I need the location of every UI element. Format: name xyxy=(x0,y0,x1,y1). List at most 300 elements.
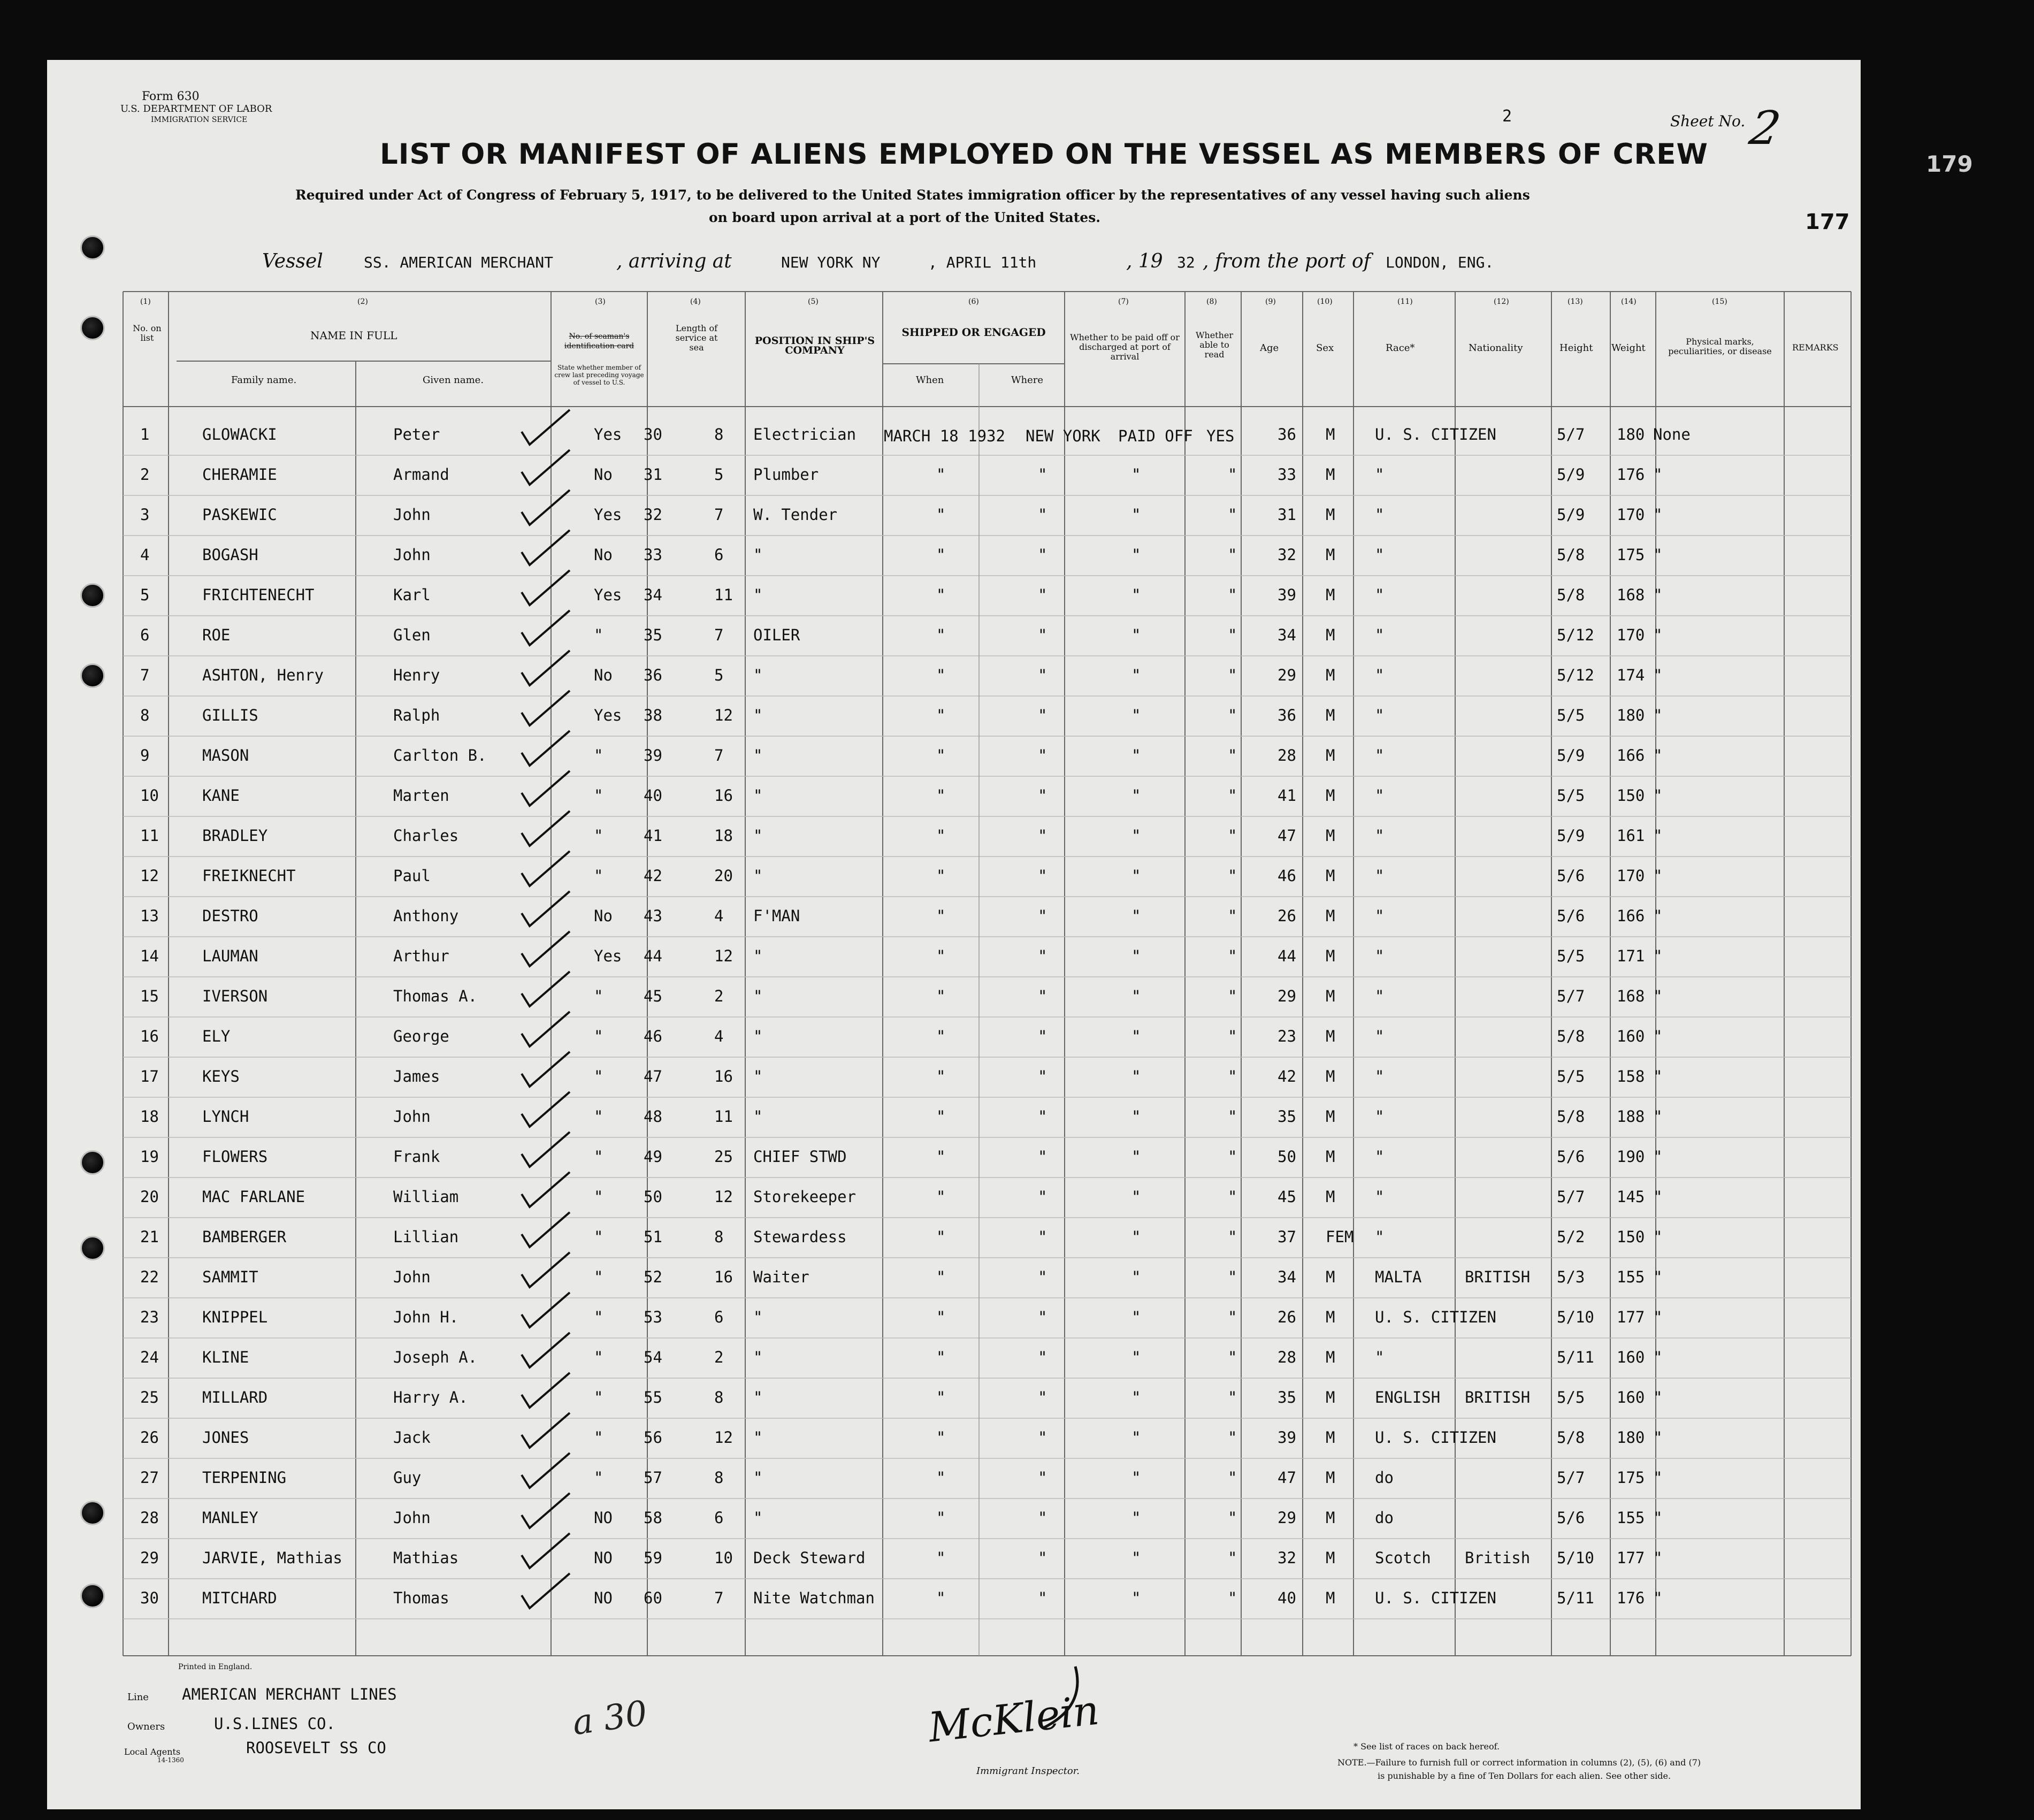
position: Storekeeper xyxy=(753,1188,857,1206)
family-name: GLOWACKI xyxy=(202,425,277,443)
ditto-mark: " xyxy=(1131,746,1141,764)
ditto-mark: " xyxy=(1038,1228,1047,1246)
family-name: KNIPPEL xyxy=(202,1308,268,1326)
ditto-mark: " xyxy=(1131,1469,1141,1487)
position: " xyxy=(753,1388,763,1406)
age: 31 xyxy=(1278,506,1296,524)
owners-value: U.S.LINES CO. xyxy=(214,1715,335,1733)
row-number: 30 xyxy=(140,1589,159,1607)
service-years: 2 xyxy=(714,987,724,1005)
sex: M xyxy=(1326,1388,1335,1406)
family-name: MAC FARLANE xyxy=(202,1188,305,1206)
physical-marks: " xyxy=(1653,987,1663,1005)
card-number: 49 xyxy=(644,1148,662,1166)
col-5-number: (5) xyxy=(808,297,819,306)
agents-value: ROOSEVELT SS CO xyxy=(246,1739,386,1757)
previous-voyage: Yes xyxy=(594,586,622,604)
sex: M xyxy=(1326,546,1335,564)
age: 28 xyxy=(1278,746,1296,764)
row-number: 8 xyxy=(140,706,150,724)
service-years: 8 xyxy=(714,1469,724,1487)
physical-marks: " xyxy=(1653,1308,1663,1326)
ditto-mark: " xyxy=(1228,1027,1237,1045)
family-name: ASHTON, Henry xyxy=(202,666,324,684)
card-number: 33 xyxy=(644,546,662,564)
ditto-mark: " xyxy=(1228,1348,1237,1366)
ditto-mark: " xyxy=(1228,586,1237,604)
ditto-mark: " xyxy=(1038,987,1047,1005)
previous-voyage: Yes xyxy=(594,947,622,965)
weight: 166 xyxy=(1617,907,1645,925)
stamp-page-number: 177 xyxy=(1805,210,1850,234)
given-name: Glen xyxy=(393,626,431,644)
race: " xyxy=(1375,626,1385,644)
sheet-number-top: 2 xyxy=(1502,107,1512,126)
physical-marks: " xyxy=(1653,1107,1663,1126)
card-number: 57 xyxy=(644,1469,662,1487)
weight: 175 xyxy=(1617,546,1645,564)
ditto-mark: " xyxy=(1228,947,1237,965)
previous-voyage: " xyxy=(594,827,603,845)
weight: 168 xyxy=(1617,987,1645,1005)
service-years: 2 xyxy=(714,1348,724,1366)
family-name: IVERSON xyxy=(202,987,268,1005)
age: 35 xyxy=(1278,1107,1296,1126)
ditto-mark: " xyxy=(1228,827,1237,845)
card-number: 56 xyxy=(644,1428,662,1447)
ditto-mark: " xyxy=(1228,1589,1237,1607)
age: 26 xyxy=(1278,907,1296,925)
ditto-mark: " xyxy=(1131,786,1141,805)
service-years: 16 xyxy=(714,786,733,805)
ditto-mark: " xyxy=(1228,465,1237,484)
ditto-mark: " xyxy=(1131,1589,1141,1607)
sex: M xyxy=(1326,947,1335,965)
ditto-mark: " xyxy=(1131,586,1141,604)
inspector-signature: McKlein xyxy=(926,1686,1102,1752)
given-name: Anthony xyxy=(393,907,459,925)
ditto-mark: " xyxy=(1038,947,1047,965)
race: " xyxy=(1375,1067,1385,1085)
age: 47 xyxy=(1278,1469,1296,1487)
col-6-header: SHIPPED OR ENGAGED xyxy=(901,326,1046,339)
physical-marks: " xyxy=(1653,626,1663,644)
col-6-number: (6) xyxy=(968,297,979,306)
service-years: 6 xyxy=(714,1509,724,1527)
position: " xyxy=(753,987,763,1005)
agents-label: Local Agents xyxy=(124,1747,181,1757)
sex: M xyxy=(1326,867,1335,885)
year-prefix: , 19 xyxy=(1126,250,1163,272)
service-years: 7 xyxy=(714,1589,724,1607)
height: 5/2 xyxy=(1557,1228,1585,1246)
age: 32 xyxy=(1278,546,1296,564)
vessel-name: SS. AMERICAN MERCHANT xyxy=(364,254,554,271)
height: 5/11 xyxy=(1557,1589,1594,1607)
height: 5/8 xyxy=(1557,1027,1585,1045)
card-number: 51 xyxy=(644,1228,662,1246)
row-number: 20 xyxy=(140,1188,159,1206)
height: 5/7 xyxy=(1557,1469,1585,1487)
ditto-mark: " xyxy=(936,546,946,564)
row-number: 25 xyxy=(140,1388,159,1406)
height: 5/7 xyxy=(1557,1188,1585,1206)
sex: M xyxy=(1326,1469,1335,1487)
age: 29 xyxy=(1278,987,1296,1005)
position: " xyxy=(753,666,763,684)
physical-marks: " xyxy=(1653,546,1663,564)
weight: 160 xyxy=(1617,1027,1645,1045)
height: 5/5 xyxy=(1557,786,1585,805)
previous-voyage: " xyxy=(594,1268,603,1286)
given-name: John xyxy=(393,546,431,564)
position: " xyxy=(753,867,763,885)
weight: 150 xyxy=(1617,1228,1645,1246)
ditto-mark: " xyxy=(936,907,946,925)
given-name: Marten xyxy=(393,786,449,805)
given-name: Lillian xyxy=(393,1228,459,1246)
height: 5/9 xyxy=(1557,465,1585,484)
age: 42 xyxy=(1278,1067,1296,1085)
previous-voyage: " xyxy=(594,987,603,1005)
service-years: 5 xyxy=(714,465,724,484)
ditto-mark: " xyxy=(936,947,946,965)
arrival-year: 32 xyxy=(1177,254,1195,271)
row-number: 18 xyxy=(140,1107,159,1126)
ditto-mark: " xyxy=(1038,867,1047,885)
ditto-mark: " xyxy=(1131,546,1141,564)
card-number: 38 xyxy=(644,706,662,724)
sex: M xyxy=(1326,506,1335,524)
weight: 155 xyxy=(1617,1509,1645,1527)
height: 5/8 xyxy=(1557,586,1585,604)
age: 50 xyxy=(1278,1148,1296,1166)
weight: 171 xyxy=(1617,947,1645,965)
age: 23 xyxy=(1278,1027,1296,1045)
row-number: 5 xyxy=(140,586,150,604)
weight: 188 xyxy=(1617,1107,1645,1126)
given-name: John H. xyxy=(393,1308,459,1326)
family-name: PASKEWIC xyxy=(202,506,277,524)
line-value: AMERICAN MERCHANT LINES xyxy=(182,1685,397,1703)
race: " xyxy=(1375,1107,1385,1126)
card-number: 47 xyxy=(644,1067,662,1085)
position: F'MAN xyxy=(753,907,800,925)
col-4-number: (4) xyxy=(690,297,701,306)
col-14-number: (14) xyxy=(1621,297,1637,306)
ditto-mark: " xyxy=(936,1308,946,1326)
given-name: John xyxy=(393,506,431,524)
sex: M xyxy=(1326,586,1335,604)
col-3-header: State whether member of crew last preceding voyage of vessel to U.S. xyxy=(554,364,644,386)
family-name: LAUMAN xyxy=(202,947,258,965)
height: 5/5 xyxy=(1557,1388,1585,1406)
sex: M xyxy=(1326,1107,1335,1126)
service-years: 25 xyxy=(714,1148,733,1166)
position: Nite Watchman xyxy=(753,1589,875,1607)
col-3-number: (3) xyxy=(595,297,606,306)
height: 5/3 xyxy=(1557,1268,1585,1286)
weight: 180 xyxy=(1617,1428,1645,1447)
ditto-mark: " xyxy=(936,827,946,845)
card-number: 34 xyxy=(644,586,662,604)
previous-voyage: " xyxy=(594,786,603,805)
physical-marks: " xyxy=(1653,786,1663,805)
ditto-mark: " xyxy=(1038,1388,1047,1406)
card-number: 43 xyxy=(644,907,662,925)
given-name: Frank xyxy=(393,1148,440,1166)
ditto-mark: " xyxy=(1131,947,1141,965)
previous-voyage: " xyxy=(594,1027,603,1045)
sex: M xyxy=(1326,827,1335,845)
col-6-when: When xyxy=(916,374,944,386)
ditto-mark: " xyxy=(1131,1388,1141,1406)
service-years: 16 xyxy=(714,1268,733,1286)
col-2-number: (2) xyxy=(357,297,368,306)
age: 33 xyxy=(1278,465,1296,484)
col-12-header: Nationality xyxy=(1469,342,1523,354)
age: 34 xyxy=(1278,626,1296,644)
ditto-mark: " xyxy=(1038,1428,1047,1447)
ditto-mark: " xyxy=(936,1348,946,1366)
position: Waiter xyxy=(753,1268,809,1286)
ditto-mark: " xyxy=(1038,746,1047,764)
ditto-mark: " xyxy=(1228,786,1237,805)
sex: M xyxy=(1326,1268,1335,1286)
ditto-mark: " xyxy=(1228,1469,1237,1487)
card-number: 46 xyxy=(644,1027,662,1045)
department: U.S. DEPARTMENT OF LABOR xyxy=(120,103,272,114)
ditto-mark: " xyxy=(936,746,946,764)
family-name: MANLEY xyxy=(202,1509,258,1527)
height: 5/7 xyxy=(1557,987,1585,1005)
ditto-mark: " xyxy=(1228,1549,1237,1567)
row-number: 17 xyxy=(140,1067,159,1085)
col-8-header: Whether able to read xyxy=(1195,330,1234,360)
row-number: 12 xyxy=(140,867,159,885)
previous-voyage: No xyxy=(594,907,613,925)
previous-voyage: NO xyxy=(594,1509,613,1527)
weight: 161 xyxy=(1617,827,1645,845)
col-13-number: (13) xyxy=(1567,297,1583,306)
height: 5/11 xyxy=(1557,1348,1594,1366)
race: " xyxy=(1375,907,1385,925)
ditto-mark: " xyxy=(936,626,946,644)
row-number: 14 xyxy=(140,947,159,965)
previous-voyage: " xyxy=(594,626,603,644)
ditto-mark: " xyxy=(1131,1308,1141,1326)
family-name: KEYS xyxy=(202,1067,240,1085)
card-number: 44 xyxy=(644,947,662,965)
row-number: 19 xyxy=(140,1148,159,1166)
family-name: TERPENING xyxy=(202,1469,287,1487)
given-name: George xyxy=(393,1027,449,1045)
weight: 190 xyxy=(1617,1148,1645,1166)
service-years: 12 xyxy=(714,1428,733,1447)
physical-marks: " xyxy=(1653,1228,1663,1246)
previous-voyage: No xyxy=(594,666,613,684)
ditto-mark: " xyxy=(1038,1067,1047,1085)
weight: 160 xyxy=(1617,1348,1645,1366)
vessel-label: Vessel xyxy=(262,250,323,272)
subtitle-line1: Required under Act of Congress of February 5, 1917, to be delivered to the United States immigration officer by the representatives of any vessel having such aliens xyxy=(295,187,1530,203)
ditto-mark: " xyxy=(1038,1549,1047,1567)
physical-marks: " xyxy=(1653,1027,1663,1045)
previous-voyage: " xyxy=(594,1308,603,1326)
height: 5/5 xyxy=(1557,706,1585,724)
ditto-mark: " xyxy=(1228,746,1237,764)
position: " xyxy=(753,586,763,604)
card-number: 52 xyxy=(644,1268,662,1286)
position: W. Tender xyxy=(753,506,838,524)
ditto-mark: " xyxy=(1131,1509,1141,1527)
race: " xyxy=(1375,465,1385,484)
ditto-mark: " xyxy=(1038,1148,1047,1166)
ditto-mark: " xyxy=(1228,1148,1237,1166)
position: " xyxy=(753,1469,763,1487)
ditto-mark: " xyxy=(1131,506,1141,524)
age: 29 xyxy=(1278,1509,1296,1527)
sex: M xyxy=(1326,666,1335,684)
nationality: British xyxy=(1465,1549,1531,1567)
race: " xyxy=(1375,706,1385,724)
ditto-mark: " xyxy=(1038,1107,1047,1126)
race: " xyxy=(1375,827,1385,845)
sex: M xyxy=(1326,1188,1335,1206)
ditto-mark: " xyxy=(1228,1067,1237,1085)
position: " xyxy=(753,786,763,805)
given-name: William xyxy=(393,1188,459,1206)
race: MALTA xyxy=(1375,1268,1422,1286)
race: " xyxy=(1375,506,1385,524)
card-number: 36 xyxy=(644,666,662,684)
weight: 176 xyxy=(1617,465,1645,484)
col-11-number: (11) xyxy=(1397,297,1413,306)
service: IMMIGRATION SERVICE xyxy=(151,116,248,124)
ditto-mark: " xyxy=(1131,907,1141,925)
sex: M xyxy=(1326,987,1335,1005)
weight: 180 xyxy=(1617,425,1645,443)
ditto-mark: " xyxy=(936,1228,946,1246)
ditto-mark: " xyxy=(936,1428,946,1447)
row-number: 2 xyxy=(140,465,150,484)
given-name: Joseph A. xyxy=(393,1348,478,1366)
col-2-header: NAME IN FULL xyxy=(310,329,397,342)
weight: 155 xyxy=(1617,1268,1645,1286)
race: Scotch xyxy=(1375,1549,1431,1567)
family-name: ROE xyxy=(202,626,231,644)
previous-voyage: NO xyxy=(594,1549,613,1567)
col-9-number: (9) xyxy=(1265,297,1276,306)
ditto-mark: " xyxy=(936,1067,946,1085)
age: 40 xyxy=(1278,1589,1296,1607)
printed-note: Printed in England. xyxy=(178,1663,253,1671)
age: 35 xyxy=(1278,1388,1296,1406)
ditto-mark: " xyxy=(936,706,946,724)
family-name: KLINE xyxy=(202,1348,249,1366)
position: " xyxy=(753,706,763,724)
race: " xyxy=(1375,1348,1385,1366)
service-years: 12 xyxy=(714,947,733,965)
ditto-mark: " xyxy=(1131,1148,1141,1166)
penalty-note-2: is punishable by a fine of Ten Dollars for each alien. See other side. xyxy=(1378,1771,1671,1781)
physical-marks: " xyxy=(1653,867,1663,885)
ditto-mark: " xyxy=(1131,1067,1141,1085)
service-years: 20 xyxy=(714,867,733,885)
physical-marks: " xyxy=(1653,1148,1663,1166)
family-name: MILLARD xyxy=(202,1388,268,1406)
row-number: 9 xyxy=(140,746,150,764)
sex: M xyxy=(1326,626,1335,644)
race: " xyxy=(1375,1027,1385,1045)
row-number: 26 xyxy=(140,1428,159,1447)
weight: 166 xyxy=(1617,746,1645,764)
previous-voyage: " xyxy=(594,1188,603,1206)
previous-voyage: " xyxy=(594,1348,603,1366)
position: OILER xyxy=(753,626,800,644)
ditto-mark: " xyxy=(1228,706,1237,724)
ditto-mark: " xyxy=(1131,666,1141,684)
stamp-number: 179 xyxy=(1926,151,1973,177)
ditto-mark: " xyxy=(1228,1107,1237,1126)
age: 47 xyxy=(1278,827,1296,845)
arrival-date: , APRIL 11th xyxy=(928,254,1037,271)
ditto-mark: " xyxy=(1131,1188,1141,1206)
physical-marks: " xyxy=(1653,746,1663,764)
given-name: Armand xyxy=(393,465,449,484)
previous-voyage: " xyxy=(594,1067,603,1085)
given-name: Charles xyxy=(393,827,459,845)
sex: FEM xyxy=(1326,1228,1354,1246)
row-number: 10 xyxy=(140,786,159,805)
physical-marks: " xyxy=(1653,1388,1663,1406)
row-number: 23 xyxy=(140,1308,159,1326)
age: 26 xyxy=(1278,1308,1296,1326)
ditto-mark: " xyxy=(1038,907,1047,925)
position: " xyxy=(753,1348,763,1366)
ditto-mark: " xyxy=(1131,1027,1141,1045)
family-name: BOGASH xyxy=(202,546,258,564)
penalty-note: NOTE.—Failure to furnish full or correct information in columns (2), (5), (6) and (7) xyxy=(1337,1757,1701,1768)
service-years: 18 xyxy=(714,827,733,845)
card-number: 39 xyxy=(644,746,662,764)
subtitle-line2: on board upon arrival at a port of the United States. xyxy=(709,210,1100,225)
race: do xyxy=(1375,1509,1394,1527)
physical-marks: " xyxy=(1653,465,1663,484)
position: Plumber xyxy=(753,465,819,484)
race: " xyxy=(1375,666,1385,684)
given-name: Henry xyxy=(393,666,440,684)
weight: 177 xyxy=(1617,1549,1645,1567)
ditto-mark: " xyxy=(1038,786,1047,805)
ditto-mark: " xyxy=(1038,586,1047,604)
race: " xyxy=(1375,867,1385,885)
family-name: BAMBERGER xyxy=(202,1228,287,1246)
previous-voyage: " xyxy=(594,1228,603,1246)
service-years: 7 xyxy=(714,746,724,764)
sex: M xyxy=(1326,465,1335,484)
ditto-mark: " xyxy=(1131,465,1141,484)
previous-voyage: " xyxy=(594,1469,603,1487)
col-3-header-struck: No. of seaman's identification card xyxy=(564,332,634,350)
given-name: James xyxy=(393,1067,440,1085)
family-name: KANE xyxy=(202,786,240,805)
ditto-mark: " xyxy=(1131,706,1141,724)
physical-marks: " xyxy=(1653,827,1663,845)
row-number: 24 xyxy=(140,1348,159,1366)
weight: 176 xyxy=(1617,1589,1645,1607)
age: 41 xyxy=(1278,786,1296,805)
